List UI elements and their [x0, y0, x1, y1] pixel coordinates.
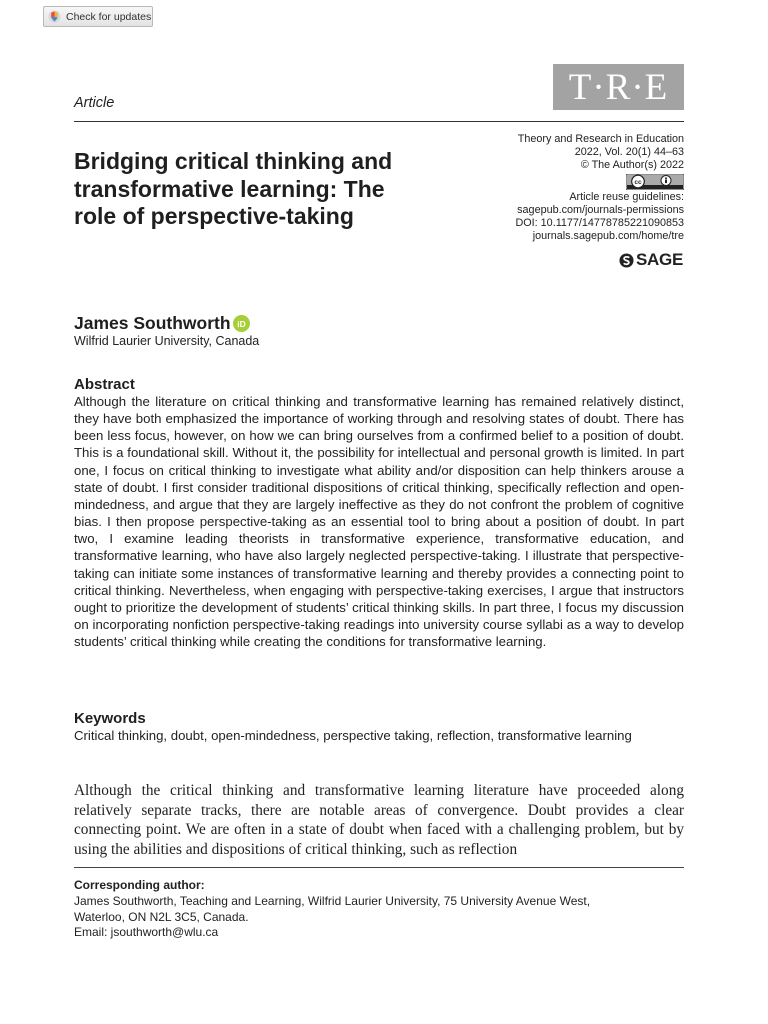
copyright-line: © The Author(s) 2022	[580, 158, 684, 171]
sage-swirl-icon	[619, 253, 634, 268]
author-email[interactable]: Email: jsouthworth@wlu.ca	[74, 925, 219, 940]
reuse-guidelines-label: Article reuse guidelines:	[569, 191, 684, 204]
body-paragraph: Although the critical thinking and transformative learning literature have proceeded along relatively separate tracks, there are notable areas of convergence. Doubt provides a clear connecting point. We are often in a state of doubt when faced with a challenging problem, but by using the abilities and dispositions of critical thinking, such as reflection	[74, 782, 684, 858]
keywords-heading: Keywords	[74, 710, 146, 727]
publisher-logo-text: SAGE	[636, 250, 683, 269]
volume-line: 2022, Vol. 20(1) 44–63	[574, 145, 684, 158]
author-name[interactable]: James Southworth	[74, 313, 231, 333]
corresponding-author-heading: Corresponding author:	[74, 878, 205, 892]
author-address-line-2: Waterloo, ON N2L 3C5, Canada.	[74, 909, 249, 924]
cc-by-icon[interactable]	[626, 174, 684, 190]
journal-logo	[553, 64, 684, 110]
orcid-icon[interactable]	[233, 315, 250, 332]
journal-url-link[interactable]: journals.sagepub.com/home/tre	[532, 229, 684, 242]
svg-text:iD: iD	[236, 318, 246, 329]
abstract-text: Although the literature on critical thinking and transformative learning has remained relatively distinct, they have both emphasized the importance of working through and resolving states of doubt. There has been less focus, however, on how we can bring ourselves from a confirmed belief to a position of doubt. This is a foundational skill. Without it, the possibility for intellectual and personal growth is limited. In part one, I focus on critical thinking to investigate what ability and/or disposition can help thinkers arouse a state of doubt. I first consider traditional dispositions of critical thinking, specifically reflection and open-mindedness, and argue that they are largely ineffective as they do not confront the problem of cognitive bias. I then propose perspective-taking as an essential tool to bring about a position of doubt. In part two, I examine leading theorists in transformative experience, transformative education, and transformative learning, who have also largely neglected perspective-taking. I illustrate that perspective-taking can initiate some instances of transformative learning and thereby provides a connecting point to critical thinking. Nevertheless, when engaging with perspective-taking exercises, I argue that instructors ought to prioritize the development of students’ critical thinking skills. In part three, I focus my discussion on incorporating nonfiction perspective-taking readings into university course syllabi as a way to develop students’ critical thinking while creating the conditions for transformative learning.	[74, 394, 684, 650]
check-for-updates-label: Check for updates	[66, 10, 152, 23]
article-title: Bridging critical thinking and transformative learning: The role of perspective-taking	[74, 148, 393, 229]
author-affiliation: Wilfrid Laurier University, Canada	[74, 334, 260, 348]
article-type-label: Article	[74, 95, 115, 111]
corresponding-author-note	[74, 878, 684, 941]
doi-link[interactable]: DOI: 10.1177/14778785221090853	[515, 216, 684, 229]
header-divider	[74, 121, 684, 122]
permissions-link[interactable]: sagepub.com/journals-permissions	[517, 204, 684, 217]
footnote-divider	[74, 867, 684, 868]
journal-name: Theory and Research in Education	[517, 133, 684, 145]
author-line	[74, 313, 250, 334]
journal-logo-text: T·R·E	[568, 66, 669, 108]
check-for-updates-button[interactable]	[43, 6, 153, 27]
author-address-line-1: James Southworth, Teaching and Learning, Wilfrid Laurier University, 75 University Avenue West,	[74, 893, 591, 908]
abstract-heading: Abstract	[74, 376, 135, 393]
journal-meta	[484, 133, 684, 243]
svg-text:cc: cc	[634, 179, 642, 187]
publisher-logo	[619, 251, 685, 269]
keywords-text: Critical thinking, doubt, open-mindedness, perspective taking, reflection, transformative learning	[74, 728, 632, 743]
crossmark-icon	[48, 10, 61, 23]
